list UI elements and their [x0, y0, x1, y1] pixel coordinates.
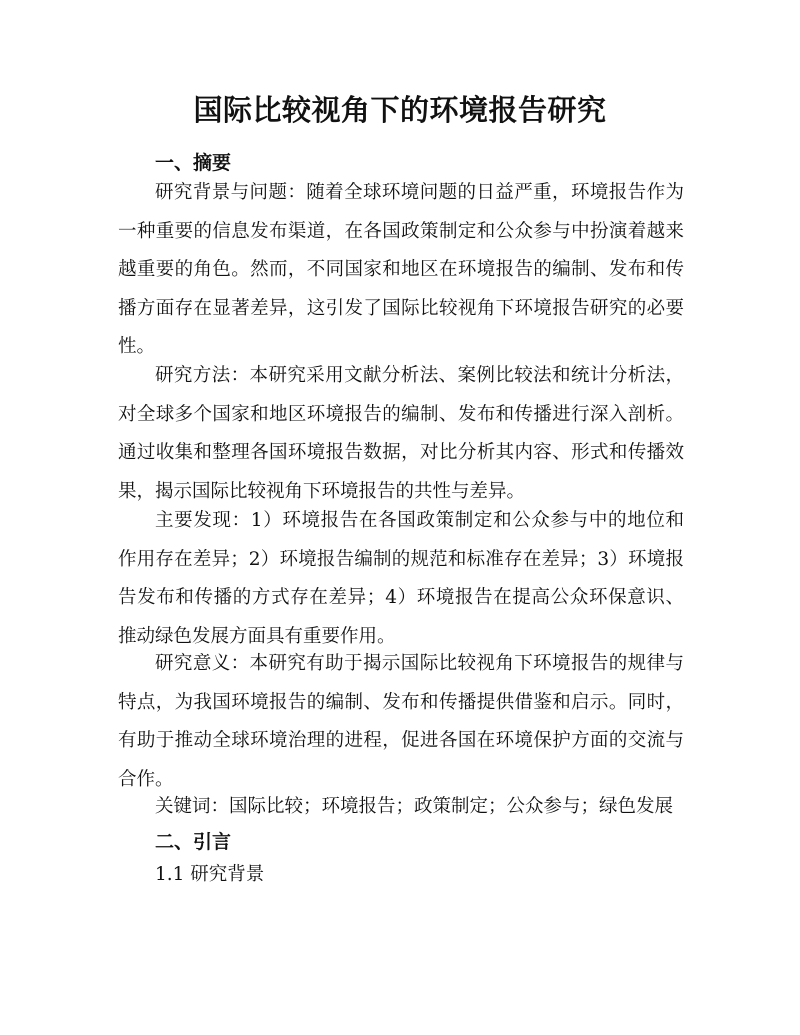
- abstract-paragraph-background: 研究背景与问题：随着全球环境问题的日益严重，环境报告作为一种重要的信息发布渠道，在各国政策制定和公众参与中扮演着越来越重要的角色。然而，不同国家和地区在环境报告的编制、发布和传播方面存在显著差异，这引发了国际比较视角下环境报告研究的必要性。: [118, 182, 684, 357]
- abstract-paragraph-significance: 研究意义：本研究有助于揭示国际比较视角下环境报告的规律与特点，为我国环境报告的编制、发布和传播提供借鉴和启示。同时，有助于推动全球环境治理的进程，促进各国在环境保护方面的交流与合作。: [118, 653, 684, 790]
- section-heading-abstract: 一、摘要: [155, 152, 232, 174]
- document-title: 国际比较视角下的环境报告研究: [193, 93, 607, 127]
- abstract-paragraph-method: 研究方法：本研究采用文献分析法、案例比较法和统计分析法，对全球多个国家和地区环境报告的编制、发布和传播进行深入剖析。通过收集和整理各国环境报告数据，对比分析其内容、形式和传播效果，揭示国际比较视角下环境报告的共性与差异。: [118, 365, 684, 502]
- abstract-keywords: 关键词：国际比较；环境报告；政策制定；公众参与；绿色发展: [155, 796, 674, 817]
- abstract-paragraph-findings: 主要发现：1）环境报告在各国政策制定和公众参与中的地位和作用存在差异；2）环境报告编制的规范和标准存在差异；3）环境报告发布和传播的方式存在差异；4）环境报告在提高公众环保意识、推动绿色发展方面具有重要作用。: [118, 510, 684, 647]
- subsection-heading-background: 1.1 研究背景: [155, 864, 265, 885]
- section-heading-introduction: 二、引言: [155, 831, 232, 853]
